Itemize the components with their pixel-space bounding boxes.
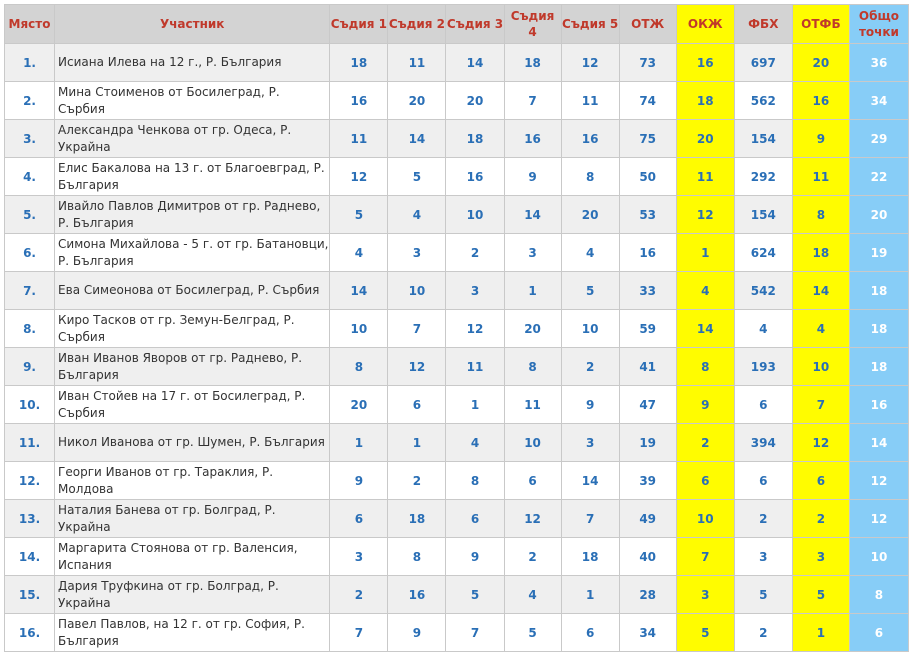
cell-judge-4: 12: [504, 500, 561, 538]
header-row: [5, 5, 909, 44]
cell-judge-3: 7: [446, 614, 504, 652]
table-row: [5, 386, 909, 424]
cell-otfb: 12: [792, 424, 849, 462]
cell-judge-2: 7: [388, 310, 446, 348]
cell-judge-5: 10: [561, 310, 619, 348]
cell-participant: Наталия Банева от гр. Болград, Р. Украйна: [55, 500, 330, 538]
table-row: [5, 462, 909, 500]
cell-otfb: 3: [792, 538, 849, 576]
cell-judge-1: 10: [330, 310, 388, 348]
cell-otfb: 5: [792, 576, 849, 614]
cell-otj: 73: [619, 44, 676, 82]
cell-judge-2: 1: [388, 424, 446, 462]
cell-okj: 7: [676, 538, 734, 576]
cell-judge-3: 8: [446, 462, 504, 500]
results-body: [5, 44, 909, 652]
table-row: [5, 348, 909, 386]
header-judge-4: Съдия 4: [504, 5, 561, 44]
cell-total: 36: [849, 44, 908, 82]
cell-okj: 10: [676, 500, 734, 538]
cell-judge-5: 8: [561, 158, 619, 196]
cell-otfb: 20: [792, 44, 849, 82]
cell-judge-2: 18: [388, 500, 446, 538]
cell-place: 12.: [5, 462, 55, 500]
header-judge-1: Съдия 1: [330, 5, 388, 44]
cell-okj: 11: [676, 158, 734, 196]
cell-judge-3: 9: [446, 538, 504, 576]
cell-otj: 53: [619, 196, 676, 234]
cell-total: 18: [849, 348, 908, 386]
cell-judge-2: 16: [388, 576, 446, 614]
cell-okj: 4: [676, 272, 734, 310]
cell-place: 11.: [5, 424, 55, 462]
header-place: Място: [5, 5, 55, 44]
results-table: [4, 4, 909, 652]
cell-judge-3: 2: [446, 234, 504, 272]
cell-judge-2: 3: [388, 234, 446, 272]
cell-total: 18: [849, 272, 908, 310]
cell-otfb: 16: [792, 82, 849, 120]
cell-total: 29: [849, 120, 908, 158]
cell-fbh: 6: [734, 462, 792, 500]
cell-otj: 74: [619, 82, 676, 120]
cell-judge-2: 20: [388, 82, 446, 120]
cell-place: 16.: [5, 614, 55, 652]
cell-total: 12: [849, 462, 908, 500]
cell-judge-4: 7: [504, 82, 561, 120]
cell-participant: Киро Тасков от гр. Земун-Белград, Р. Сърбия: [55, 310, 330, 348]
table-row: [5, 158, 909, 196]
cell-judge-5: 9: [561, 386, 619, 424]
cell-okj: 18: [676, 82, 734, 120]
cell-fbh: 394: [734, 424, 792, 462]
cell-participant: Ева Симеонова от Босилеград, Р. Сърбия: [55, 272, 330, 310]
cell-otj: 75: [619, 120, 676, 158]
cell-participant: Исиана Илева на 12 г., Р. България: [55, 44, 330, 82]
cell-total: 20: [849, 196, 908, 234]
cell-total: 16: [849, 386, 908, 424]
cell-judge-2: 9: [388, 614, 446, 652]
cell-otfb: 18: [792, 234, 849, 272]
cell-fbh: 3: [734, 538, 792, 576]
cell-fbh: 154: [734, 120, 792, 158]
cell-place: 10.: [5, 386, 55, 424]
cell-judge-5: 7: [561, 500, 619, 538]
cell-fbh: 154: [734, 196, 792, 234]
cell-fbh: 2: [734, 614, 792, 652]
cell-judge-5: 1: [561, 576, 619, 614]
cell-fbh: 4: [734, 310, 792, 348]
cell-fbh: 193: [734, 348, 792, 386]
cell-okj: 12: [676, 196, 734, 234]
cell-participant: Мина Стоименов от Босилеград, Р. Сърбия: [55, 82, 330, 120]
cell-otj: 33: [619, 272, 676, 310]
cell-judge-4: 11: [504, 386, 561, 424]
cell-place: 15.: [5, 576, 55, 614]
cell-total: 12: [849, 500, 908, 538]
table-row: [5, 576, 909, 614]
cell-judge-1: 3: [330, 538, 388, 576]
cell-judge-5: 12: [561, 44, 619, 82]
cell-total: 6: [849, 614, 908, 652]
cell-judge-4: 8: [504, 348, 561, 386]
table-row: [5, 310, 909, 348]
cell-judge-1: 18: [330, 44, 388, 82]
cell-place: 14.: [5, 538, 55, 576]
cell-judge-4: 4: [504, 576, 561, 614]
cell-judge-5: 5: [561, 272, 619, 310]
cell-participant: Дария Труфкина от гр. Болград, Р. Украйна: [55, 576, 330, 614]
cell-otfb: 9: [792, 120, 849, 158]
cell-judge-4: 9: [504, 158, 561, 196]
cell-judge-5: 14: [561, 462, 619, 500]
cell-judge-1: 16: [330, 82, 388, 120]
header-fbh: ФБХ: [734, 5, 792, 44]
cell-otfb: 4: [792, 310, 849, 348]
table-row: [5, 44, 909, 82]
cell-okj: 1: [676, 234, 734, 272]
cell-fbh: 697: [734, 44, 792, 82]
cell-otfb: 14: [792, 272, 849, 310]
table-row: [5, 614, 909, 652]
table-row: [5, 196, 909, 234]
cell-participant: Симона Михайлова - 5 г. от гр. Батановци, Р. България: [55, 234, 330, 272]
cell-total: 34: [849, 82, 908, 120]
cell-judge-4: 3: [504, 234, 561, 272]
header-judge-3: Съдия 3: [446, 5, 504, 44]
cell-judge-5: 3: [561, 424, 619, 462]
cell-total: 22: [849, 158, 908, 196]
table-row: [5, 500, 909, 538]
table-row: [5, 424, 909, 462]
cell-judge-3: 4: [446, 424, 504, 462]
cell-judge-2: 4: [388, 196, 446, 234]
cell-otj: 16: [619, 234, 676, 272]
cell-judge-2: 11: [388, 44, 446, 82]
cell-judge-1: 2: [330, 576, 388, 614]
cell-participant: Елис Бакалова на 13 г. от Благоевград, Р. България: [55, 158, 330, 196]
cell-place: 8.: [5, 310, 55, 348]
cell-total: 8: [849, 576, 908, 614]
cell-otfb: 2: [792, 500, 849, 538]
cell-place: 4.: [5, 158, 55, 196]
header-otfb: ОТФБ: [792, 5, 849, 44]
cell-judge-2: 10: [388, 272, 446, 310]
header-judge-2: Съдия 2: [388, 5, 446, 44]
cell-judge-1: 8: [330, 348, 388, 386]
cell-judge-3: 18: [446, 120, 504, 158]
cell-place: 2.: [5, 82, 55, 120]
table-row: [5, 272, 909, 310]
cell-total: 19: [849, 234, 908, 272]
cell-fbh: 2: [734, 500, 792, 538]
header-participant: Участник: [55, 5, 330, 44]
cell-judge-2: 5: [388, 158, 446, 196]
cell-fbh: 292: [734, 158, 792, 196]
cell-okj: 2: [676, 424, 734, 462]
cell-judge-1: 7: [330, 614, 388, 652]
cell-okj: 16: [676, 44, 734, 82]
header-total: Общо точки: [849, 5, 908, 44]
cell-judge-1: 14: [330, 272, 388, 310]
cell-judge-4: 16: [504, 120, 561, 158]
cell-judge-5: 11: [561, 82, 619, 120]
cell-judge-3: 3: [446, 272, 504, 310]
cell-judge-2: 8: [388, 538, 446, 576]
cell-judge-4: 10: [504, 424, 561, 462]
cell-okj: 3: [676, 576, 734, 614]
cell-judge-1: 5: [330, 196, 388, 234]
cell-otj: 59: [619, 310, 676, 348]
cell-judge-3: 14: [446, 44, 504, 82]
header-okj: ОКЖ: [676, 5, 734, 44]
cell-judge-4: 20: [504, 310, 561, 348]
cell-participant: Иван Стойев на 17 г. от Босилеград, Р. Сърбия: [55, 386, 330, 424]
cell-place: 9.: [5, 348, 55, 386]
cell-judge-4: 14: [504, 196, 561, 234]
cell-judge-5: 16: [561, 120, 619, 158]
header-otj: ОТЖ: [619, 5, 676, 44]
cell-judge-1: 12: [330, 158, 388, 196]
cell-judge-3: 11: [446, 348, 504, 386]
cell-okj: 5: [676, 614, 734, 652]
cell-otj: 34: [619, 614, 676, 652]
cell-judge-5: 2: [561, 348, 619, 386]
cell-judge-5: 18: [561, 538, 619, 576]
table-row: [5, 538, 909, 576]
cell-participant: Павел Павлов, на 12 г. от гр. София, Р. България: [55, 614, 330, 652]
cell-otj: 40: [619, 538, 676, 576]
cell-otj: 50: [619, 158, 676, 196]
cell-place: 3.: [5, 120, 55, 158]
cell-judge-2: 14: [388, 120, 446, 158]
header-judge-5: Съдия 5: [561, 5, 619, 44]
cell-okj: 20: [676, 120, 734, 158]
cell-judge-4: 18: [504, 44, 561, 82]
cell-fbh: 5: [734, 576, 792, 614]
cell-participant: Ивайло Павлов Димитров от гр. Раднево, Р. България: [55, 196, 330, 234]
cell-fbh: 562: [734, 82, 792, 120]
cell-participant: Никол Иванова от гр. Шумен, Р. България: [55, 424, 330, 462]
cell-fbh: 542: [734, 272, 792, 310]
cell-okj: 9: [676, 386, 734, 424]
cell-okj: 14: [676, 310, 734, 348]
cell-judge-4: 6: [504, 462, 561, 500]
cell-okj: 8: [676, 348, 734, 386]
cell-judge-5: 6: [561, 614, 619, 652]
cell-judge-1: 1: [330, 424, 388, 462]
cell-total: 18: [849, 310, 908, 348]
cell-otj: 28: [619, 576, 676, 614]
cell-judge-2: 2: [388, 462, 446, 500]
cell-place: 5.: [5, 196, 55, 234]
cell-judge-3: 5: [446, 576, 504, 614]
cell-judge-1: 6: [330, 500, 388, 538]
cell-otj: 49: [619, 500, 676, 538]
cell-otfb: 10: [792, 348, 849, 386]
cell-total: 14: [849, 424, 908, 462]
cell-judge-3: 20: [446, 82, 504, 120]
cell-judge-5: 4: [561, 234, 619, 272]
cell-judge-2: 12: [388, 348, 446, 386]
table-row: [5, 234, 909, 272]
cell-judge-4: 2: [504, 538, 561, 576]
cell-otj: 19: [619, 424, 676, 462]
cell-otfb: 8: [792, 196, 849, 234]
cell-otfb: 1: [792, 614, 849, 652]
cell-place: 7.: [5, 272, 55, 310]
cell-judge-3: 12: [446, 310, 504, 348]
cell-okj: 6: [676, 462, 734, 500]
cell-judge-4: 5: [504, 614, 561, 652]
cell-otfb: 11: [792, 158, 849, 196]
cell-participant: Иван Иванов Яворов от гр. Раднево, Р. България: [55, 348, 330, 386]
cell-otfb: 7: [792, 386, 849, 424]
cell-judge-1: 11: [330, 120, 388, 158]
cell-judge-5: 20: [561, 196, 619, 234]
cell-place: 13.: [5, 500, 55, 538]
cell-judge-2: 6: [388, 386, 446, 424]
cell-otj: 39: [619, 462, 676, 500]
cell-total: 10: [849, 538, 908, 576]
cell-judge-1: 9: [330, 462, 388, 500]
cell-judge-3: 10: [446, 196, 504, 234]
cell-judge-3: 6: [446, 500, 504, 538]
cell-judge-3: 1: [446, 386, 504, 424]
cell-fbh: 6: [734, 386, 792, 424]
table-row: [5, 82, 909, 120]
cell-otfb: 6: [792, 462, 849, 500]
cell-participant: Маргарита Стоянова от гр. Валенсия, Испания: [55, 538, 330, 576]
cell-participant: Александра Ченкова от гр. Одеса, Р. Украйна: [55, 120, 330, 158]
cell-judge-4: 1: [504, 272, 561, 310]
cell-place: 1.: [5, 44, 55, 82]
cell-judge-1: 4: [330, 234, 388, 272]
cell-otj: 47: [619, 386, 676, 424]
table-row: [5, 120, 909, 158]
cell-place: 6.: [5, 234, 55, 272]
cell-judge-1: 20: [330, 386, 388, 424]
cell-judge-3: 16: [446, 158, 504, 196]
cell-otj: 41: [619, 348, 676, 386]
cell-fbh: 624: [734, 234, 792, 272]
cell-participant: Георги Иванов от гр. Тараклия, Р. Молдова: [55, 462, 330, 500]
